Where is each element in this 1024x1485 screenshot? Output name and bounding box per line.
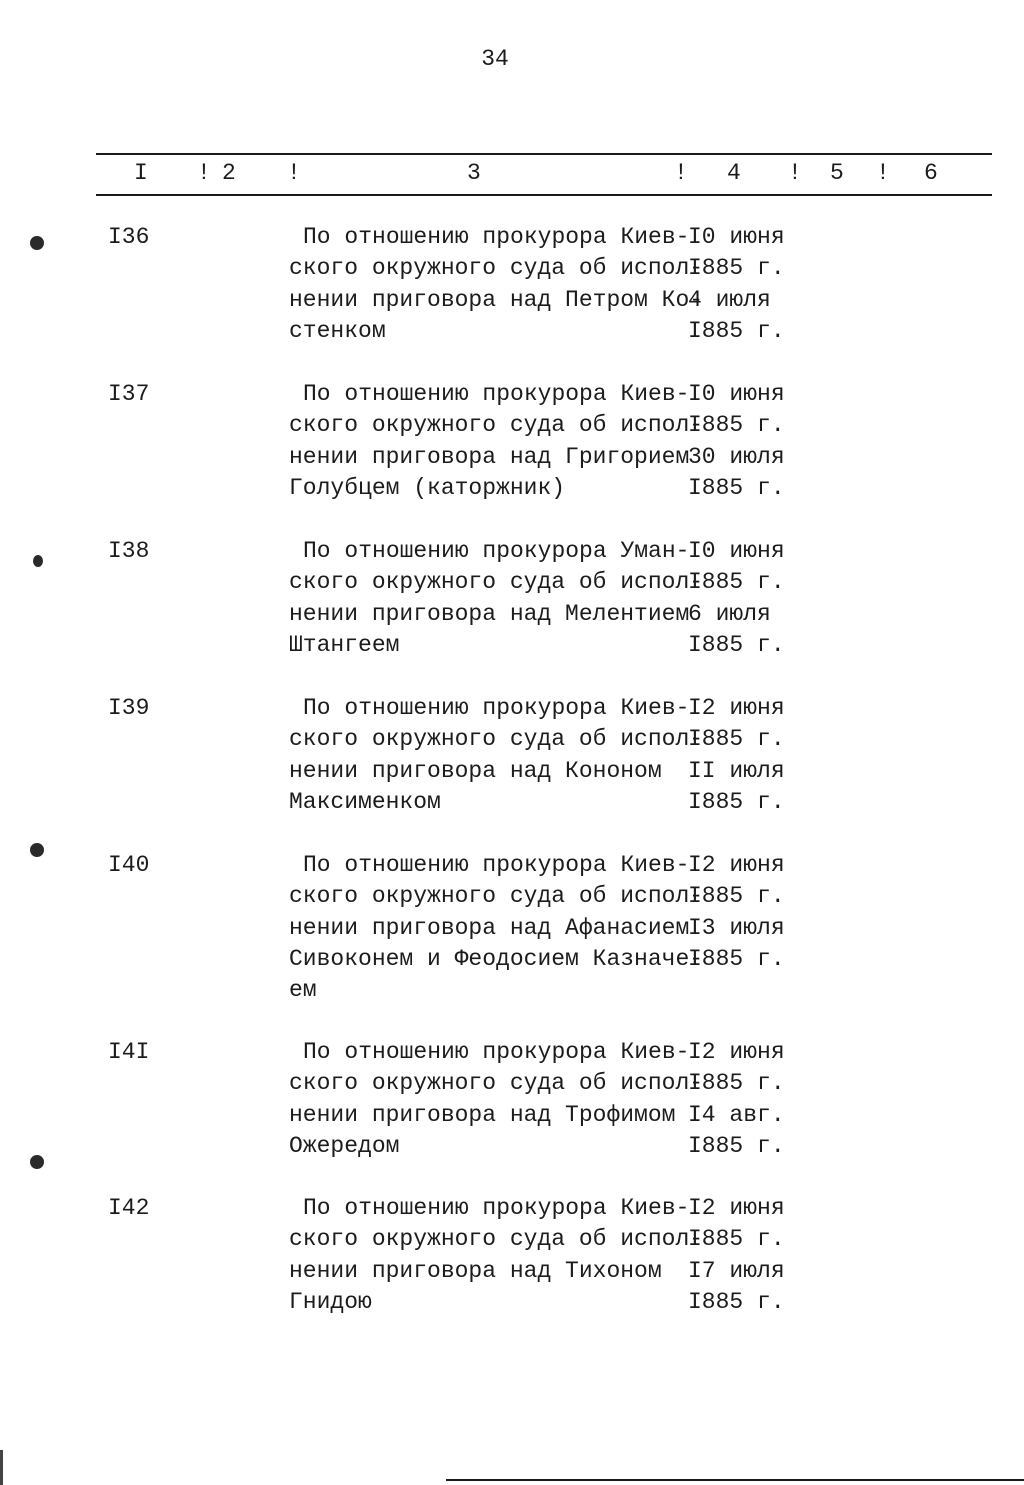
date-line: I885 г.: [688, 255, 785, 282]
description-line: нении приговора над Петром Ко-: [289, 286, 704, 313]
date-line: I2 июня: [688, 695, 785, 721]
entry-dates: [688, 1193, 818, 1318]
header-col-6: 6: [924, 160, 938, 186]
date-line: I885 г.: [688, 726, 785, 753]
binder-hole: [30, 843, 44, 857]
page-number: 34: [481, 46, 509, 72]
description-line: По отношению прокурора Уман-: [303, 538, 690, 564]
date-line: I7 июля: [688, 1257, 785, 1284]
entry-description: [289, 222, 704, 347]
entry-description: [289, 1037, 704, 1162]
description-line: Максименком: [289, 788, 441, 815]
entry-number: I39: [108, 695, 150, 721]
date-line: I885 г.: [688, 883, 785, 910]
entry-number: I36: [108, 224, 150, 250]
date-line: I2 июня: [688, 1039, 785, 1065]
entry-dates: [688, 379, 818, 504]
entry-dates: [688, 222, 818, 347]
entry-description: [289, 1193, 704, 1318]
description-line: нении приговора над Афанасием: [289, 914, 690, 941]
entry-dates: [688, 1037, 818, 1162]
header-separator: !: [287, 160, 301, 186]
header-col-2: 2: [222, 160, 236, 186]
header-col-3: 3: [467, 160, 481, 186]
description-line: Сивоконем и Феодосием Казначе-: [289, 945, 704, 972]
description-line: нении приговора над Григорием: [289, 443, 690, 470]
header-col-5: 5: [830, 160, 844, 186]
description-line: ского окружного суда об испол-: [289, 255, 704, 282]
binder-hole: [33, 555, 43, 567]
description-line: ского окружного суда об испол-: [289, 726, 704, 753]
date-line: I885 г.: [688, 412, 785, 439]
description-line: ского окружного суда об испол-: [289, 1226, 704, 1253]
date-line: I0 июня: [688, 538, 785, 564]
description-line: ского окружного суда об испол-: [289, 883, 704, 910]
date-line: I0 июня: [688, 381, 785, 407]
entry-number: I42: [108, 1195, 150, 1221]
description-line: По отношению прокурора Киев-: [303, 1039, 690, 1065]
entry-description: [289, 536, 704, 661]
entry-description: [289, 693, 704, 818]
description-line: По отношению прокурора Киев-: [303, 695, 690, 721]
header-top-rule: [96, 153, 992, 155]
date-line: I2 июня: [688, 852, 785, 878]
description-line: По отношению прокурора Киев-: [303, 381, 690, 407]
date-line: I885 г.: [688, 1288, 785, 1315]
entry-dates: [688, 850, 818, 975]
description-line: По отношению прокурора Киев-: [303, 852, 690, 878]
header-separator: !: [876, 160, 890, 186]
date-line: I885 г.: [688, 317, 785, 344]
entry-dates: [688, 693, 818, 818]
description-line: Штангеем: [289, 631, 400, 658]
date-line: I2 июня: [688, 1195, 785, 1221]
description-line: Гнидою: [289, 1288, 372, 1315]
header-col-1: I: [134, 160, 148, 186]
date-line: 30 июля: [688, 443, 785, 470]
description-line: нении приговора над Трофимом: [289, 1101, 676, 1128]
entry-number: I38: [108, 538, 150, 564]
date-line: I885 г.: [688, 474, 785, 501]
date-line: I885 г.: [688, 569, 785, 596]
binder-hole: [30, 1155, 44, 1169]
date-line: 4 июля: [688, 286, 771, 313]
date-line: 6 июля: [688, 600, 771, 627]
date-line: II июля: [688, 757, 785, 784]
date-line: I885 г.: [688, 1070, 785, 1097]
entry-number: I4I: [108, 1039, 150, 1065]
description-line: нении приговора над Тихоном: [289, 1257, 662, 1284]
date-line: I885 г.: [688, 945, 785, 972]
entry-number: I40: [108, 852, 150, 878]
description-line: Голубцем (каторжник): [289, 474, 566, 501]
description-line: ского окружного суда об испол-: [289, 569, 704, 596]
table-header: [0, 160, 1024, 190]
header-separator: !: [197, 160, 211, 186]
description-line: ского окружного суда об испол-: [289, 412, 704, 439]
description-line: Ожередом: [289, 1132, 400, 1159]
description-line: нении приговора над Мелентием: [289, 600, 690, 627]
header-col-4: 4: [727, 160, 741, 186]
margin-mark: [0, 1450, 3, 1485]
header-bottom-rule: [96, 194, 992, 196]
description-line: нении приговора над Кононом: [289, 757, 662, 784]
header-separator: !: [674, 160, 688, 186]
description-line: По отношению прокурора Киев-: [303, 1195, 690, 1221]
entry-dates: [688, 536, 818, 661]
date-line: I885 г.: [688, 1226, 785, 1253]
description-line: стенком: [289, 317, 386, 344]
entry-description: [289, 850, 704, 1006]
header-separator: !: [788, 160, 802, 186]
binder-hole: [30, 236, 44, 250]
description-line: ского окружного суда об испол-: [289, 1070, 704, 1097]
date-line: I0 июня: [688, 224, 785, 250]
description-line: По отношению прокурора Киев-: [303, 224, 690, 250]
date-line: I3 июля: [688, 914, 785, 941]
description-line: ем: [289, 977, 317, 1004]
entry-number: I37: [108, 381, 150, 407]
date-line: I885 г.: [688, 1132, 785, 1159]
date-line: I4 авг.: [688, 1101, 785, 1128]
footer-rule: [446, 1479, 1024, 1481]
date-line: I885 г.: [688, 788, 785, 815]
entry-description: [289, 379, 704, 504]
date-line: I885 г.: [688, 631, 785, 658]
